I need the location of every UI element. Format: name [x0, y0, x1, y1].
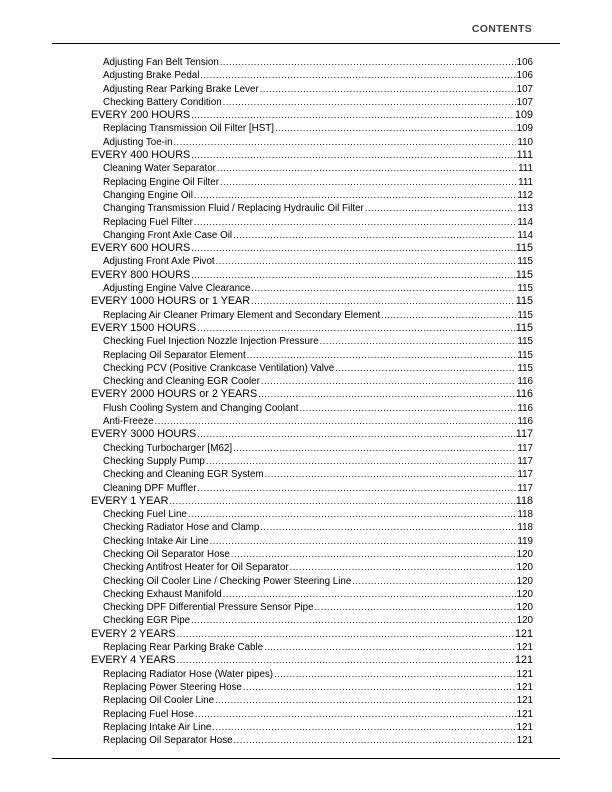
toc-entry-row[interactable]	[91, 694, 533, 707]
dot-leader	[223, 588, 516, 601]
dot-leader	[233, 442, 516, 455]
dot-leader	[264, 641, 516, 654]
toc-entry-title[interactable]: EVERY 3000 HOURS	[91, 428, 197, 441]
toc-page-number[interactable]: 120	[516, 602, 533, 614]
dot-leader	[381, 309, 516, 322]
toc-entry-title[interactable]: EVERY 200 HOURS	[91, 109, 191, 122]
dot-leader	[194, 189, 517, 202]
dot-leader	[300, 402, 517, 415]
dot-leader	[251, 282, 516, 295]
toc-section-row[interactable]	[91, 109, 533, 122]
dot-leader	[188, 508, 517, 521]
dot-leader	[195, 708, 516, 721]
toc-entry-title[interactable]: EVERY 400 HOURS	[91, 149, 191, 162]
toc-page-number[interactable]: 113	[517, 203, 533, 215]
toc-entry-title[interactable]: Cleaning DPF Muffler	[103, 482, 197, 494]
toc-page-number[interactable]: 114	[517, 229, 533, 241]
toc-page-number[interactable]: 116	[517, 416, 533, 428]
page-header-title: CONTENTS	[471, 23, 532, 35]
toc-entry-row[interactable]	[91, 56, 533, 69]
toc-entry-title[interactable]: Checking Exhaust Manifold	[103, 588, 222, 600]
toc-entry-title[interactable]: Replacing Intake Air Line	[103, 721, 212, 733]
dot-leader	[260, 83, 516, 96]
toc-page-number[interactable]: 116	[515, 388, 533, 401]
toc-page-number[interactable]: 120	[516, 562, 533, 574]
toc-page-number[interactable]: 107	[516, 96, 533, 108]
dot-leader	[231, 548, 516, 561]
toc-page-number[interactable]: 118	[517, 509, 533, 521]
toc-page-number[interactable]: 121	[516, 735, 533, 747]
top-divider	[52, 43, 560, 44]
toc-entry-row[interactable]	[91, 535, 533, 548]
toc-entry-row[interactable]	[91, 282, 533, 295]
toc-page-number[interactable]: 115	[517, 256, 533, 268]
toc-page-number[interactable]: 121	[516, 642, 533, 654]
toc-page-number[interactable]: 118	[517, 522, 533, 534]
toc-entry-row[interactable]	[91, 375, 533, 388]
toc-entry-title[interactable]: Replacing Fuel Hose	[103, 708, 194, 720]
dot-leader	[197, 322, 515, 335]
toc-page-number[interactable]: 120	[516, 548, 533, 560]
toc-entry-title[interactable]: EVERY 800 HOURS	[91, 268, 191, 281]
toc-page-number[interactable]: 115	[515, 321, 533, 334]
toc-entry-title[interactable]: Adjusting Rear Parking Brake Lever	[103, 83, 259, 95]
bottom-divider	[52, 758, 560, 759]
toc-page-number[interactable]: 120	[516, 575, 533, 587]
dot-leader	[169, 495, 514, 508]
toc-entry-row[interactable]	[91, 362, 533, 375]
dot-leader	[335, 362, 516, 375]
toc-page-number[interactable]: 111	[516, 149, 533, 162]
toc-entry-title[interactable]: Checking DPF Differential Pressure Sensor Pipe	[103, 602, 314, 614]
dot-leader	[234, 734, 516, 747]
dot-leader	[290, 561, 516, 574]
toc-page-number[interactable]: 121	[516, 721, 533, 733]
toc-entry-title[interactable]: EVERY 1000 HOURS or 1 YEAR	[91, 295, 251, 308]
toc-entry-title[interactable]: Adjusting Brake Pedal	[103, 70, 200, 82]
toc-page-number[interactable]: 117	[517, 469, 533, 481]
dot-leader	[191, 269, 515, 282]
dot-leader	[251, 295, 515, 308]
toc-page-number[interactable]: 115	[517, 336, 533, 348]
dot-leader	[223, 96, 516, 109]
toc-entry-row[interactable]	[91, 641, 533, 654]
toc-entry-row[interactable]	[91, 668, 533, 681]
toc-entry-title[interactable]: Checking Oil Separator Hose	[103, 548, 230, 560]
dot-leader	[265, 468, 517, 481]
toc-page-number[interactable]: 106	[516, 57, 533, 68]
toc-entry-row[interactable]	[91, 335, 533, 348]
toc-entry-title[interactable]: Checking Turbocharger [M62]	[103, 442, 233, 454]
toc-entry-row[interactable]	[91, 69, 533, 82]
toc-entry-title[interactable]: EVERY 4 YEARS	[91, 654, 176, 667]
toc-entry-row[interactable]	[91, 575, 533, 588]
toc-entry-title[interactable]: Flush Cooling System and Changing Coolant	[103, 402, 299, 414]
dot-leader	[220, 56, 516, 69]
dot-leader	[212, 721, 515, 734]
dot-leader	[177, 628, 514, 641]
toc-entry-title[interactable]: Replacing Oil Separator Hose	[103, 735, 233, 747]
toc-entry-row[interactable]	[91, 721, 533, 734]
dot-leader	[216, 255, 517, 268]
toc-entry-title[interactable]: Checking Fuel Injection Nozzle Injection Pressure	[103, 336, 319, 348]
dot-leader	[191, 109, 514, 122]
toc-section-row[interactable]	[91, 495, 533, 508]
toc-page-number[interactable]: 111	[518, 163, 533, 175]
toc-entry-row[interactable]	[91, 229, 533, 242]
toc-entry-title[interactable]: EVERY 600 HOURS	[91, 242, 191, 255]
dot-leader	[247, 349, 517, 362]
toc-entry-row[interactable]	[91, 162, 533, 175]
toc-entry-row[interactable]	[91, 309, 533, 322]
toc-entry-row[interactable]	[91, 734, 533, 747]
dot-leader	[191, 614, 516, 627]
dot-leader	[155, 415, 517, 428]
toc-page-number[interactable]: 112	[517, 189, 533, 201]
toc-entry-title[interactable]: Replacing Transmission Oil Filter [HST]	[103, 123, 274, 135]
toc-entry-row[interactable]	[91, 216, 533, 229]
dot-leader	[233, 229, 516, 242]
toc-page-number[interactable]: 116	[517, 402, 533, 414]
dot-leader	[191, 242, 515, 255]
toc-entry-row[interactable]	[91, 415, 533, 428]
toc-page-number[interactable]: 115	[517, 283, 533, 295]
toc-page-number[interactable]: 109	[516, 123, 533, 135]
toc-entry-title[interactable]: Adjusting Fan Belt Tension	[103, 57, 219, 68]
dot-leader	[217, 162, 517, 175]
dot-leader	[177, 654, 514, 667]
toc-entry-row[interactable]	[91, 176, 533, 189]
toc-page-number[interactable]: 106	[516, 70, 533, 82]
dot-leader	[191, 149, 515, 162]
toc-entry-row[interactable]	[91, 588, 533, 601]
toc-entry-title[interactable]: Checking Radiator Hose and Clamp	[103, 522, 260, 534]
toc-entry-row[interactable]	[91, 122, 533, 135]
toc-entry-title[interactable]: Replacing Oil Cooler Line	[103, 695, 215, 707]
dot-leader	[197, 482, 516, 495]
table-of-contents	[91, 56, 533, 747]
dot-leader	[260, 521, 516, 534]
toc-entry-title[interactable]: Replacing Rear Parking Brake Cable	[103, 642, 264, 654]
toc-page-number[interactable]: 110	[517, 136, 533, 148]
toc-page-number[interactable]: 115	[515, 268, 533, 281]
toc-entry-title[interactable]: Replacing Engine Oil Filter	[103, 176, 219, 188]
toc-page-number[interactable]: 115	[517, 349, 533, 361]
toc-section-row[interactable]	[91, 242, 533, 255]
dot-leader	[197, 428, 515, 441]
toc-page-number[interactable]: 115	[515, 295, 533, 308]
toc-entry-row[interactable]	[91, 508, 533, 521]
toc-entry-row[interactable]	[91, 561, 533, 574]
toc-page-number[interactable]: 121	[516, 681, 533, 693]
dot-leader	[258, 388, 515, 401]
toc-entry-title[interactable]: Anti-Freeze	[103, 416, 154, 428]
dot-leader	[320, 335, 517, 348]
toc-entry-title[interactable]: EVERY 2000 HOURS or 2 YEARS	[91, 388, 258, 401]
dot-leader	[194, 216, 517, 229]
toc-entry-title[interactable]: Checking Fuel Line	[103, 509, 187, 521]
toc-page-number[interactable]: 107	[516, 83, 533, 95]
dot-leader	[352, 575, 515, 588]
toc-page-number[interactable]: 120	[516, 588, 533, 600]
toc-entry-row[interactable]	[91, 708, 533, 721]
toc-page-number[interactable]: 117	[517, 455, 533, 467]
toc-entry-row[interactable]	[91, 255, 533, 268]
toc-entry-title[interactable]: Checking and Cleaning EGR System	[103, 469, 264, 481]
toc-entry-row[interactable]	[91, 349, 533, 362]
dot-leader	[261, 375, 517, 388]
toc-entry-title[interactable]: EVERY 1 YEAR	[91, 494, 169, 507]
toc-entry-title[interactable]: EVERY 1500 HOURS	[91, 321, 197, 334]
dot-leader	[220, 176, 517, 189]
toc-entry-row[interactable]	[91, 202, 533, 215]
toc-page-number[interactable]: 120	[516, 615, 533, 627]
toc-section-row[interactable]	[91, 628, 533, 641]
toc-entry-row[interactable]	[91, 402, 533, 415]
toc-entry-row[interactable]	[91, 614, 533, 627]
toc-entry-title[interactable]: Replacing Oil Separator Element	[103, 349, 246, 361]
toc-page-number[interactable]: 121	[516, 708, 533, 720]
toc-entry-title[interactable]: Cleaning Water Separator	[103, 163, 216, 175]
toc-page-number[interactable]: 121	[516, 695, 533, 707]
toc-entry-row[interactable]	[91, 189, 533, 202]
toc-entry-title[interactable]: Checking PCV (Positive Crankcase Ventilation) Valve	[103, 362, 335, 374]
toc-entry-title[interactable]: Checking Intake Air Line	[103, 535, 209, 547]
dot-leader	[243, 681, 516, 694]
dot-leader	[365, 202, 517, 215]
toc-entry-title[interactable]: Checking Supply Pump	[103, 455, 205, 467]
toc-entry-row[interactable]	[91, 468, 533, 481]
toc-entry-title[interactable]: Changing Front Axle Case Oil	[103, 229, 233, 241]
toc-section-row[interactable]	[91, 295, 533, 308]
toc-page-number[interactable]: 117	[515, 428, 533, 441]
toc-entry-row[interactable]	[91, 455, 533, 468]
toc-entry-title[interactable]: Replacing Air Cleaner Primary Element and Secondary Element	[103, 309, 381, 321]
toc-page-number[interactable]: 118	[515, 494, 533, 507]
toc-page-number[interactable]: 117	[517, 442, 533, 454]
toc-entry-title[interactable]: Replacing Power Steering Hose	[103, 681, 242, 693]
toc-entry-row[interactable]	[91, 482, 533, 495]
dot-leader	[174, 136, 517, 149]
dot-leader	[275, 122, 516, 135]
toc-page-number[interactable]: 119	[517, 535, 533, 547]
toc-entry-row[interactable]	[91, 548, 533, 561]
toc-page-number[interactable]: 115	[515, 242, 533, 255]
toc-section-row[interactable]	[91, 322, 533, 335]
toc-entry-row[interactable]	[91, 681, 533, 694]
toc-section-row[interactable]	[91, 428, 533, 441]
dot-leader	[274, 668, 516, 681]
toc-page-number[interactable]: 121	[514, 627, 533, 640]
toc-entry-row[interactable]	[91, 442, 533, 455]
dot-leader	[315, 601, 516, 614]
toc-entry-title[interactable]: Adjusting Toe-in	[103, 136, 173, 148]
toc-entry-title[interactable]: Checking and Cleaning EGR Cooler	[103, 376, 260, 388]
toc-entry-title[interactable]: Checking EGR Pipe	[103, 615, 191, 627]
toc-page-number[interactable]: 109	[514, 109, 533, 122]
toc-entry-row[interactable]	[91, 96, 533, 109]
toc-entry-title[interactable]: Checking Antifrost Heater for Oil Separator	[103, 562, 289, 574]
toc-entry-title[interactable]: Replacing Fuel Filter	[103, 216, 193, 228]
toc-section-row[interactable]	[91, 269, 533, 282]
toc-page-number[interactable]: 111	[518, 176, 533, 188]
toc-entry-row[interactable]	[91, 83, 533, 96]
toc-entry-title[interactable]: Replacing Radiator Hose (Water pipes)	[103, 668, 274, 680]
toc-entry-row[interactable]	[91, 521, 533, 534]
toc-section-row[interactable]	[91, 388, 533, 401]
toc-entry-title[interactable]: Adjusting Engine Valve Clearance	[103, 283, 251, 295]
toc-entry-title[interactable]: Changing Transmission Fluid / Replacing Hydraulic Oil Filter	[103, 203, 364, 215]
toc-section-row[interactable]	[91, 654, 533, 667]
toc-entry-title[interactable]: Checking Oil Cooler Line / Checking Power Steering Line	[103, 575, 352, 587]
toc-entry-title[interactable]: Adjusting Front Axle Pivot	[103, 256, 215, 268]
dot-leader	[206, 455, 517, 468]
toc-entry-title[interactable]: Checking Battery Condition	[103, 96, 222, 108]
toc-page-number[interactable]: 114	[517, 216, 533, 228]
toc-entry-title[interactable]: EVERY 2 YEARS	[91, 627, 176, 640]
dot-leader	[215, 694, 516, 707]
toc-page-number[interactable]: 115	[517, 362, 533, 374]
toc-page-number[interactable]: 116	[517, 376, 533, 388]
toc-section-row[interactable]	[91, 149, 533, 162]
toc-page-number[interactable]: 121	[514, 654, 533, 667]
dot-leader	[200, 69, 515, 82]
toc-page-number[interactable]: 115	[517, 309, 533, 321]
toc-entry-row[interactable]	[91, 601, 533, 614]
dot-leader	[210, 535, 517, 548]
toc-page-number[interactable]: 117	[517, 482, 533, 494]
toc-page-number[interactable]: 121	[516, 668, 533, 680]
toc-entry-row[interactable]	[91, 136, 533, 149]
toc-entry-title[interactable]: Changing Engine Oil	[103, 189, 193, 201]
